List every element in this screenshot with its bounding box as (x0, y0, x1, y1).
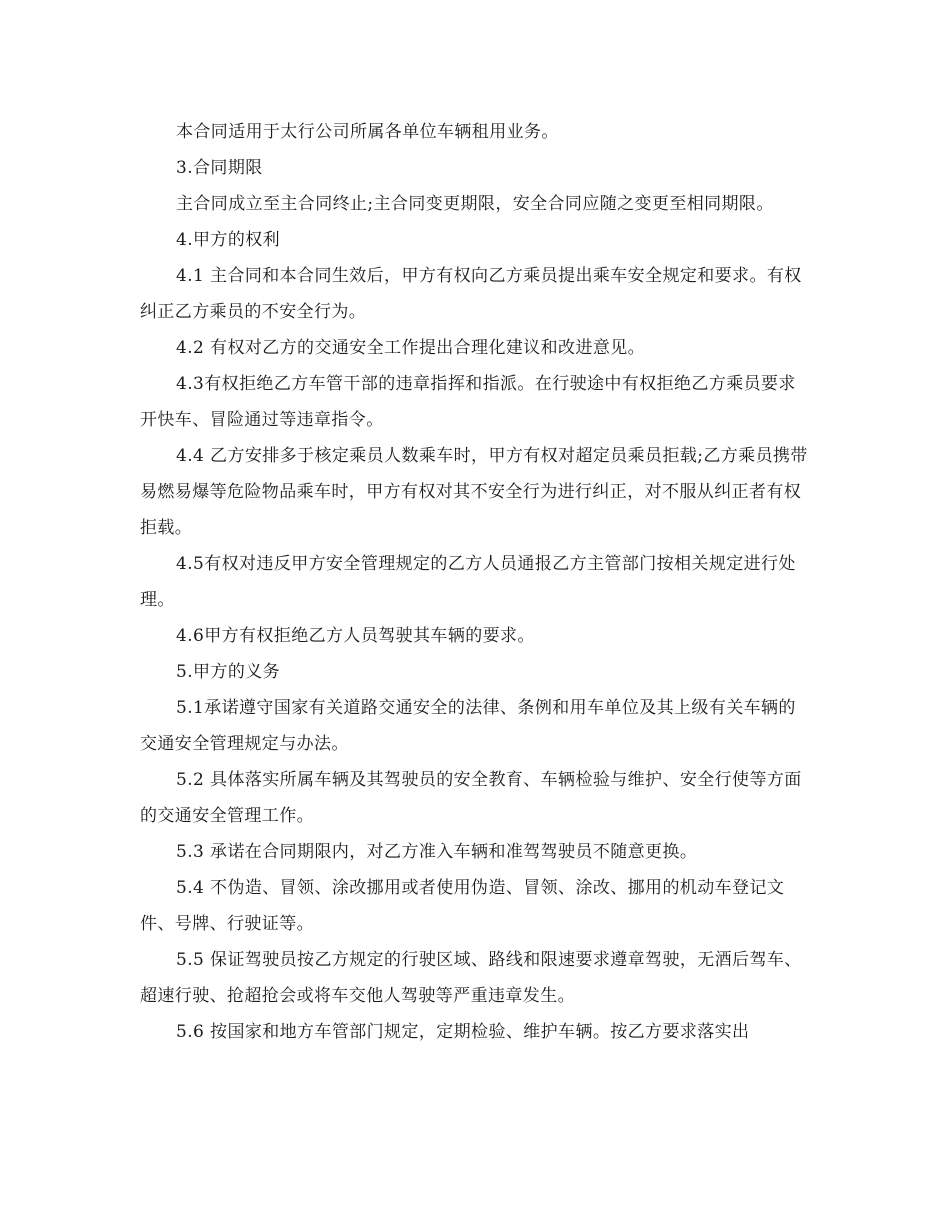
paragraph-5-6: 5.6 按国家和地方车管部门规定，定期检验、维护车辆。按乙方要求落实出 (176, 1022, 750, 1042)
paragraph-5-4: 5.4 不伪造、冒领、涂改挪用或者使用伪造、冒领、涂改、挪用的机动车登记文件、号牌、行驶证等。 (140, 878, 785, 934)
paragraph-4-1: 4.1 主合同和本合同生效后，甲方有权向乙方乘员提出乘车安全规定和要求。有权纠正乙方乘员的不安全行为。 (140, 266, 802, 322)
paragraph-5-5: 5.5 保证驾驶员按乙方规定的行驶区域、路线和限速要求遵章驾驶，无酒后驾车、超速行驶、抢超抢会或将车交他人驾驶等严重违章发生。 (140, 950, 802, 1006)
document-page (140, 114, 810, 1050)
paragraph-5-1: 5.1承诺遵守国家有关道路交通安全的法律、条例和用车单位及其上级有关车辆的交通安全管理规定与办法。 (140, 698, 796, 754)
heading-contract-term: 3.合同期限 (176, 158, 263, 178)
paragraph-4-5: 4.5有权对违反甲方安全管理规定的乙方人员通报乙方主管部门按相关规定进行处理。 (140, 554, 796, 610)
paragraph-4-3: 4.3有权拒绝乙方车管干部的违章指挥和指派。在行驶途中有权拒绝乙方乘员要求开快车、冒险通过等违章指令。 (140, 374, 796, 430)
paragraph-4-6: 4.6甲方有权拒绝乙方人员驾驶其车辆的要求。 (176, 626, 535, 646)
heading-party-a-obligations: 5.甲方的义务 (176, 662, 281, 682)
heading-party-a-rights: 4.甲方的权利 (176, 230, 281, 250)
paragraph-5-3: 5.3 承诺在合同期限内，对乙方准入车辆和准驾驾驶员不随意更换。 (176, 842, 698, 862)
paragraph-4-4: 4.4 乙方安排多于核定乘员人数乘车时，甲方有权对超定员乘员拒载;乙方乘员携带易燃易爆等危险物品乘车时，甲方有权对其不安全行为进行纠正，对不服从纠正者有权拒载。 (140, 446, 808, 538)
paragraph-contract-term: 主合同成立至主合同终止;主合同变更期限，安全合同应随之变更至相同期限。 (176, 194, 774, 214)
paragraph-scope: 本合同适用于太行公司所属各单位车辆租用业务。 (176, 122, 559, 142)
paragraph-4-2: 4.2 有权对乙方的交通安全工作提出合理化建议和改进意见。 (176, 338, 646, 358)
paragraph-5-2: 5.2 具体落实所属车辆及其驾驶员的安全教育、车辆检验与维护、安全行使等方面的交通安全管理工作。 (140, 770, 802, 826)
